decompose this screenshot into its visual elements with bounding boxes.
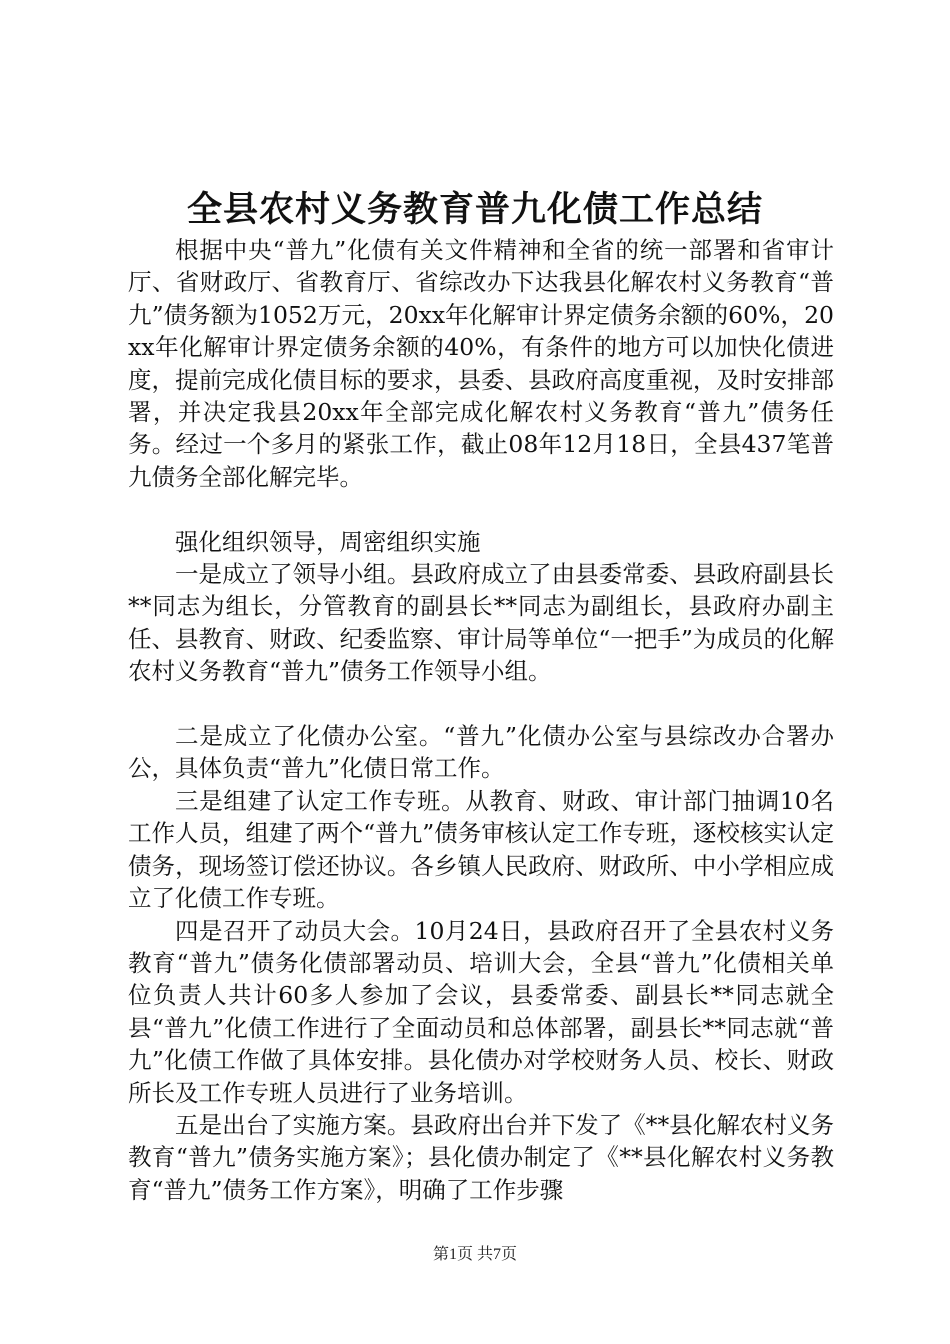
document-title: 全县农村义务教育普九化债工作总结 (186, 189, 763, 230)
paragraph-mobilization-meeting: 四是召开了动员大会。10月24日，县政府召开了全县农村义务教育“普九”债务化债部署动员、培训大会，全县“普九”化债相关单位负责人共计60多人参加了会议，县委常委、副县长**同志就全县“普九”化债工作进行了全面动员和总体部署，副县长**同志就“普九”化债工作做了具体安排。县化债办对学校财务人员、校长、财政所长及工作专班人员进行了业务培训。 (128, 916, 834, 1107)
section-heading: 强化组织领导，周密组织实施 (175, 527, 481, 556)
paragraph-debt-office: 二是成立了化债办公室。“普九”化债办公室与县综改办合署办公，具体负责“普九”化债日常工作。 (128, 722, 834, 783)
paragraph-leading-group: 一是成立了领导小组。县政府成立了由县委常委、县政府副县长**同志为组长，分管教育的副县长**同志为副组长，县政府办副主任、县教育、财政、纪委监察、审计局等单位“一把手”为成员的化解农村义务教育“普九”债务工作领导小组。 (128, 560, 834, 686)
paragraph-intro: 根据中央“普九”化债有关文件精神和全省的统一部署和省审计厅、省财政厅、省教育厅、省综改办下达我县化解农村义务教育“普九”债务额为1052万元，20xx年化解审计界定债务余额的60%，20xx年化解审计界定债务余额的40%，有条件的地方可以加快化债进度，提前完成化债目标的要求，县委、县政府高度重视，及时安排部署，并决定我县20xx年全部完成化解农村义务教育“普九”债务任务。经过一个多月的紧张工作，截止08年12月18日，全县437笔普九债务全部化解完毕。 (128, 236, 834, 491)
paragraph-work-team: 三是组建了认定工作专班。从教育、财政、审计部门抽调10名工作人员，组建了两个“普九”债务审核认定工作专班，逐校核实认定债务，现场签订偿还协议。各乡镇人民政府、财政所、中小学相应成立了化债工作专班。 (128, 786, 834, 913)
page-footer: 第1页 共7页 (432, 1246, 517, 1263)
document-body (128, 234, 834, 1206)
paragraph-implementation-plan: 五是出台了实施方案。县政府出台并下发了《**县化解农村义务教育“普九”债务实施方案》；县化债办制定了《**县化解农村义务教育“普九”债务工作方案》，明确了工作步骤 (128, 1110, 834, 1204)
